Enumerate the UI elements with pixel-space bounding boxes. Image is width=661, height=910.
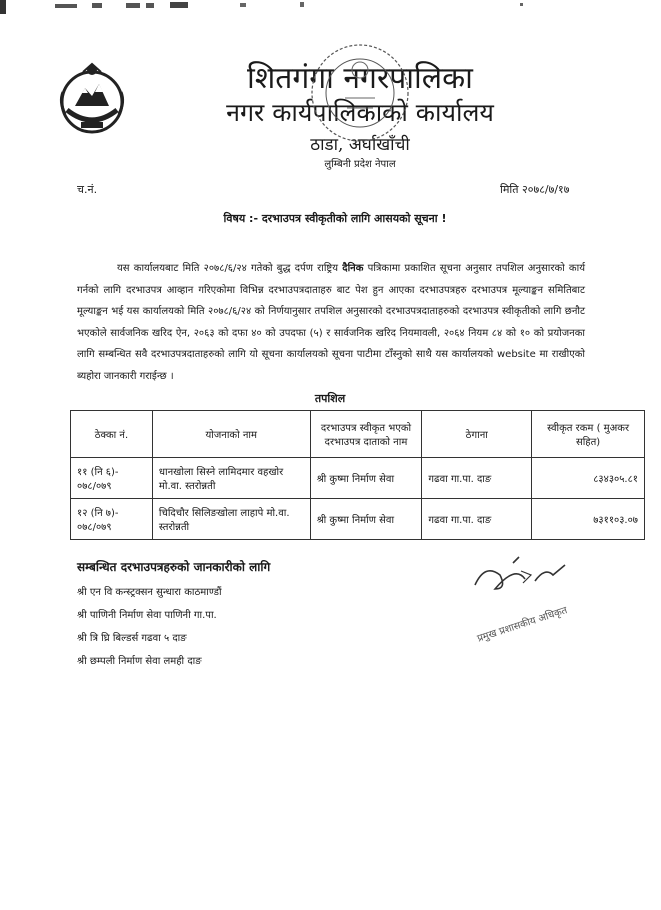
cell-project-name: धानखोला सिस्ने लामिदमार वहखोर मो.वा. स्तरोन्नती [152,458,310,499]
subject-line: विषय :- दरभाउपत्र स्वीकृतीको लागि आसयको सूचना ! [223,212,447,225]
header-address: ठेगाना [422,411,532,458]
body-text-2: पत्रिकामा प्रकाशित सूचना अनुसार तपशिल अनुसारको कार्य गर्नको लागि दरभाउपत्र आव्हान गरिएकोमा विभिन्न दरभाउपत्रदाताहरु बाट पेश हुन आएका दरभाउपत्रहरु दरभाउपत्र मूल्याङ्कन समितिबाट मूल्याङ्कन भई यस कार्यालयको मिति २०७८/६/२४ को निर्णयानुसार तपशिल अनुसारको दरभाउपत्रदाताहरुको दरभाउपत्र स्वीकृतीको लागि छनौट भएकोले सार्वजनिक खरिद ऐन, २०६३ को दफा ४० को उपदफा (५) र सार्वजनिक खरिद नियमावली, २०६४ नियम ८४ को १० को प्रयोजनका लागि सम्बन्धित सवै दरभाउपत्रदाताहरुको लागि यो सूचना कार्यालयको सूचना पाटीमा टाँस्नुको साथै यस कार्यालयको website मा राखीएको ब्यहोरा जानकारी गराईन्छ । [77,263,585,382]
cell-address: गढवा गा.पा. दाङ [422,499,532,540]
header-bidder-name: दरभाउपत्र स्वीकृत भएको दरभाउपत्र दाताको नाम [310,411,422,458]
notify-title: सम्बन्धित दरभाउपत्रहरुको जानकारीको लागि [77,560,271,574]
nepal-emblem-icon [55,62,129,136]
office-province: लुम्बिनी प्रदेश नेपाल [324,159,396,170]
cell-contract-no: १२ (नि ७)- ०७८/०७९ [71,499,153,540]
body-bold-word: दैनिक [342,263,364,274]
list-item: श्री छम्पली निर्माण सेवा लमही दाङ [77,656,202,667]
office-address: ठाडा, अर्घाखाँची [310,135,410,155]
table-row [71,458,645,499]
body-text-1: यस कार्यालयबाट मिति २०७८/६/२४ गतेको बुद्ध दर्पण राष्ट्रिय [117,263,343,274]
tender-table [70,410,645,540]
officer-stamp-title: प्रमुख प्रशासकीय अधिकृत [476,605,569,645]
letter-date: मिति २०७८/७/१७ [500,183,570,196]
table-header-row [71,411,645,458]
notify-list [77,581,222,673]
list-item: श्री एन वि कन्स्ट्रक्सन सुन्धारा काठमाण्डौं [77,587,222,598]
office-seal-stamp-icon [305,38,415,148]
header-contract-no: ठेक्का नं. [71,411,153,458]
cell-address: गढवा गा.पा. दाङ [422,458,532,499]
cell-amount: ७३११०३.०७ [532,499,645,540]
cell-contract-no: ११ (नि ६)- ०७८/०७९ [71,458,153,499]
header-project-name: योजनाको नाम [152,411,310,458]
list-item: श्री त्रि घ्रि बिल्डर्स गढवा ५ दाङ [77,633,187,644]
header-amount: स्वीकृत रकम ( मुअकर सहित) [532,411,645,458]
office-name: शितगंगा नगरपालिका [247,61,473,96]
reference-number: च.नं. [77,183,98,196]
cell-bidder-name: श्री कुष्मा निर्माण सेवा [310,458,422,499]
scan-artifacts [0,0,661,20]
cell-bidder-name: श्री कुष्मा निर्माण सेवा [310,499,422,540]
table-row [71,499,645,540]
officer-signature [455,545,615,645]
office-subtitle: नगर कार्यपालिकाको कार्यालय [226,98,494,127]
table-caption: तपशिल [314,392,346,405]
cell-project-name: चिदिचौर सिलिङखोला लाहापे मो.वा. स्तरोन्नती [152,499,310,540]
cell-amount: ८३४३०५.८१ [532,458,645,499]
list-item: श्री पाणिनी निर्माण सेवा पाणिनी गा.पा. [77,610,217,621]
notice-body [77,258,585,387]
